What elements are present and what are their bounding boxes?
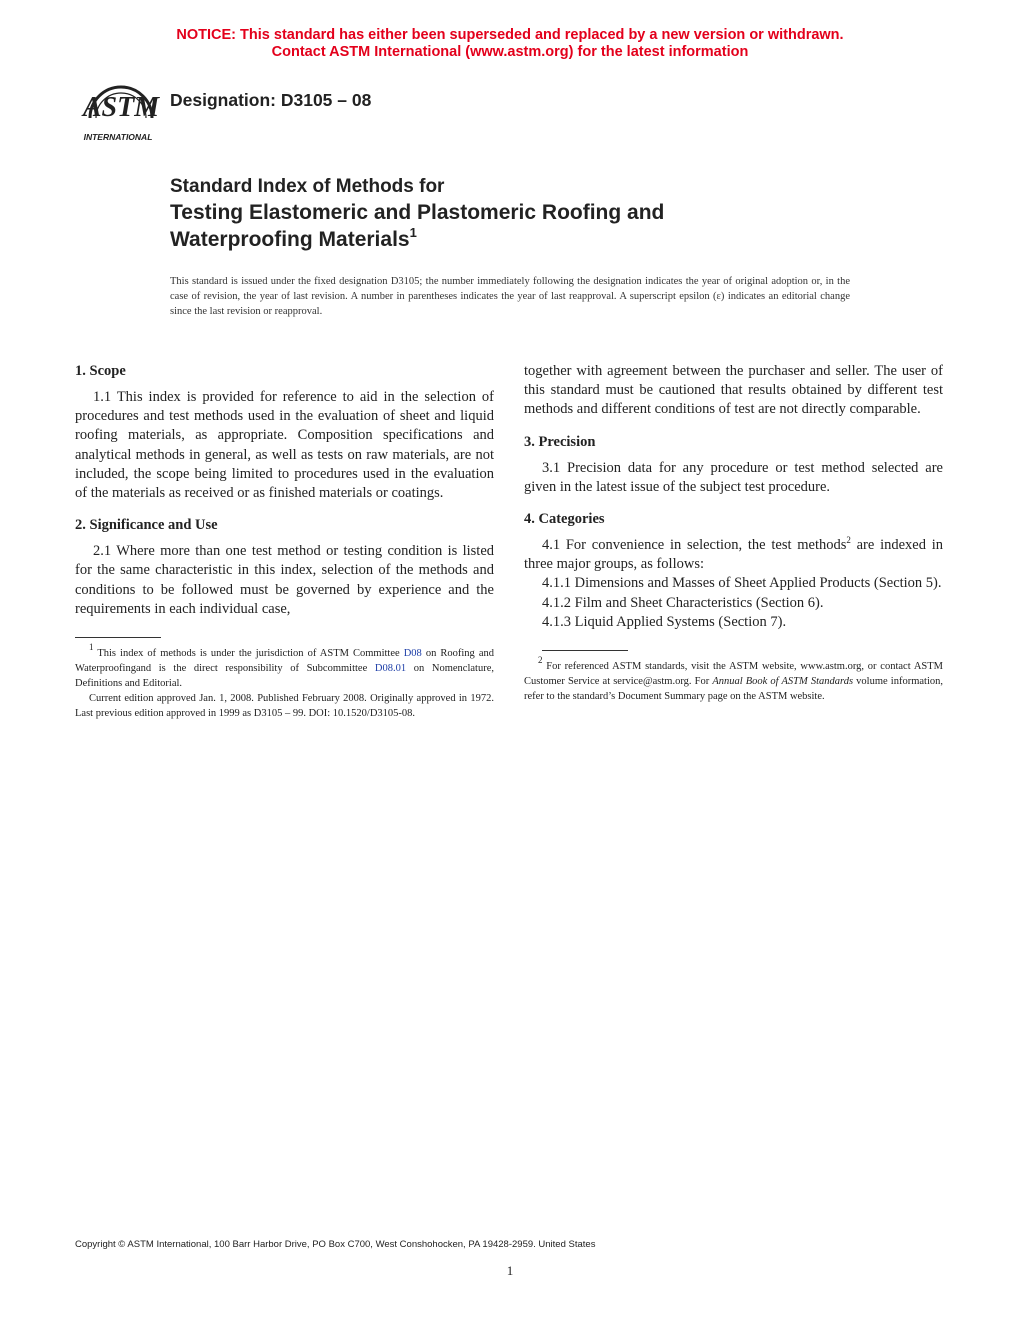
title-line-3 <box>170 226 664 253</box>
categories-footnote-mark: 2 <box>846 535 851 546</box>
scope-heading: 1. Scope <box>75 363 126 379</box>
category-item-2: 4.1.2 Film and Sheet Characteristics (Section 6). <box>542 594 824 611</box>
footnote-1-edition: Current edition approved Jan. 1, 2008. Published February 2008. Originally approved in 1972. Last previous edition approved in 1999 as D3105 – 99. DOI: 10.1520/D3105-08. <box>75 693 494 720</box>
document-title <box>170 174 664 253</box>
categories-heading: 4. Categories <box>524 511 605 528</box>
category-item-3: 4.1.3 Liquid Applied Systems (Section 7). <box>542 613 787 630</box>
logo-caption: INTERNATIONAL <box>83 132 153 142</box>
footnote-1-text-c: on Nomenclature, Definitions and Editorial. <box>75 663 494 690</box>
footnote-2-text-b: volume information, refer to the standard’s Document Summary page on the ASTM website. <box>524 676 943 703</box>
footnote-rule <box>75 637 161 638</box>
subcommittee-link[interactable]: D08.01 <box>374 663 407 675</box>
footnote-1 <box>75 642 494 721</box>
significance-heading: 2. Significance and Use <box>75 517 218 534</box>
issuance-note: This standard is issued under the fixed designation D3105; the number immediately following the designation indicates the year of original adoption or, in the case of revision, the year of last revision. A number in parentheses indicates the year of last reapproval. A superscript epsilon (ε) indicates an editorial change since the last revision or reapproval. <box>170 276 850 317</box>
footnote-2-italic: Annual Book of ASTM Standards <box>712 676 854 688</box>
precision-paragraph: 3.1 Precision data for any procedure or test method selected are given in the latest issue of the subject test procedure. <box>524 459 943 495</box>
title-line-2: Testing Elastomeric and Plastomeric Roofing and <box>170 201 665 224</box>
categories-text-a: 4.1 For convenience in selection, the test methods <box>542 537 847 554</box>
footnote-1-text-b: on Roofing and Waterproofingand is the direct responsibility of Subcommittee <box>75 648 494 675</box>
astm-logo-mark <box>74 74 166 144</box>
footnote-2-text-a: For referenced ASTM standards, visit the ASTM website, www.astm.org, or contact ASTM Customer Service at service@astm.org. For <box>524 661 943 688</box>
category-item-1: 4.1.1 Dimensions and Masses of Sheet Applied Products (Section 5). <box>542 575 942 592</box>
categories-text-b: are indexed in three major groups, as follows: <box>524 537 943 573</box>
logo-letters: ASTM <box>82 92 160 123</box>
precision-heading: 3. Precision <box>524 433 596 450</box>
footnote-1-mark: 1 <box>89 642 94 653</box>
categories-paragraph <box>524 536 943 574</box>
significance-paragraph: 2.1 Where more than one test method or testing condition is listed for the same characteristic in this index, selection of the methods and conditions to be followed must be governed by experience and the requirements in each individual case, <box>75 543 494 617</box>
footnote-2-mark: 2 <box>538 655 543 666</box>
committee-link[interactable]: D08 <box>403 648 422 660</box>
title-line-1: Standard Index of Methods for <box>170 176 445 197</box>
left-column <box>75 362 494 721</box>
scope-paragraph: 1.1 This index is provided for reference to aid in the selection of procedures and test methods used in the evaluation of sheet and liquid roofing materials, as appropriate. Composition specifications and analytical methods in general, as well as tests on raw materials, are not included, the scope being limited to procedures used in the evaluation of the materials as received or as finished materials or coatings. <box>75 389 494 502</box>
right-column <box>524 362 943 704</box>
title-footnote-mark: 1 <box>409 225 417 240</box>
withdrawal-notice <box>0 27 1020 61</box>
copyright-line: Copyright © ASTM International, 100 Barr Harbor Drive, PO Box C700, West Conshohocken, PA 19428-2959. United States <box>75 1239 596 1250</box>
footnote-2 <box>524 655 943 704</box>
title-line-3-text: Waterproofing Materials <box>170 228 410 251</box>
astm-logo <box>74 74 166 144</box>
page-number: 1 <box>506 1263 514 1278</box>
designation: Designation: D3105 – 08 <box>170 90 372 110</box>
notice-line-2: Contact ASTM International (www.astm.org) for the latest information <box>271 44 749 60</box>
footnote-1-text-a: This index of methods is under the jurisdiction of ASTM Committee <box>93 648 404 660</box>
footnote-rule-2 <box>542 650 628 651</box>
notice-line-1: NOTICE: This standard has either been superseded and replaced by a new version or withdrawn. <box>176 27 844 43</box>
significance-paragraph-continued: together with agreement between the purchaser and seller. The user of this standard must be cautioned that results obtained by different test methods and different conditions of test are not directly comparable. <box>524 363 943 418</box>
